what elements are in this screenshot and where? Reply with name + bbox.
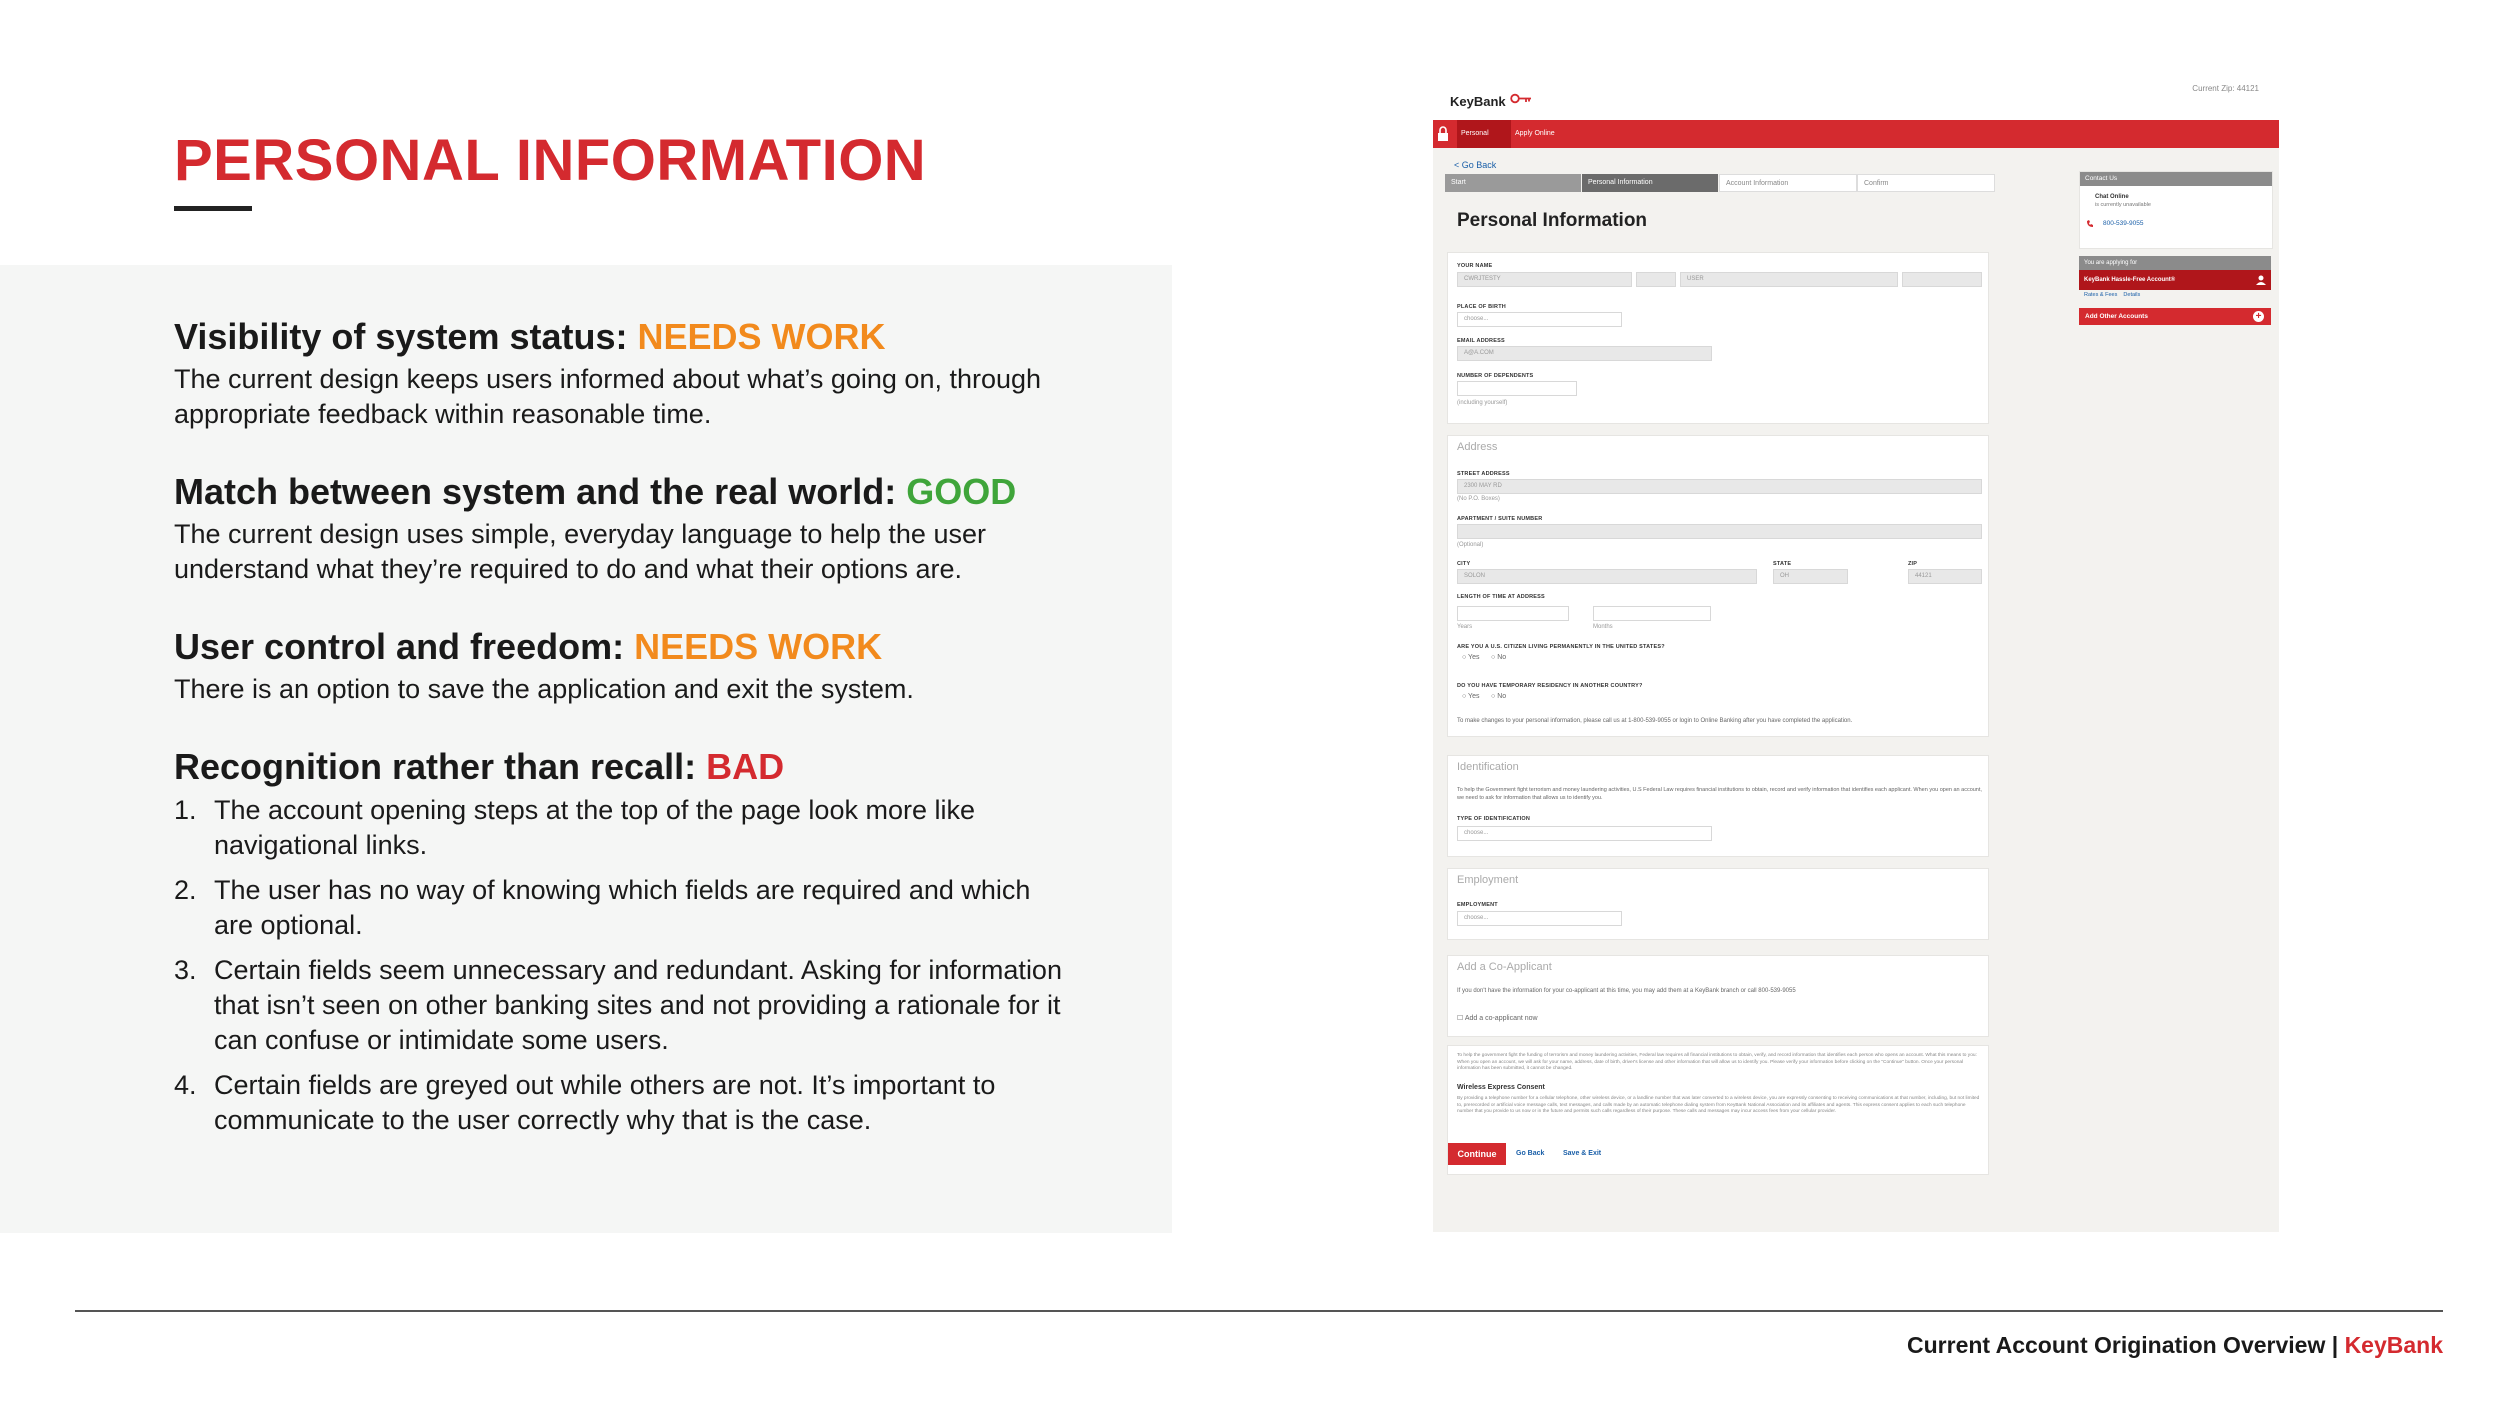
add-other-accounts-button[interactable]: Add Other Accounts (2079, 308, 2271, 325)
co-applicant-card (1447, 955, 1989, 1037)
go-back-link[interactable]: < Go Back (1454, 160, 1497, 170)
keybank-logo[interactable]: KeyBank (1450, 94, 1506, 109)
page-title: Personal Information (1457, 210, 1648, 231)
status-good: GOOD (906, 471, 1017, 512)
footer-brand: KeyBank (2344, 1332, 2443, 1358)
list-item: 4. Certain fields are greyed out while others are not. It’s important to communicate to the user correctly why that is the case. (174, 1070, 996, 1135)
product-links[interactable]: Rates & Fees Details (2084, 292, 2141, 298)
footer-divider (75, 1310, 2443, 1312)
wireless-title: Wireless Express Consent (1457, 1084, 1545, 1091)
co-applicant-section-title: Add a Co-Applicant (1457, 961, 1552, 973)
middle-initial-field[interactable] (1636, 272, 1676, 287)
dependents-label: NUMBER OF DEPENDENTS (1457, 373, 1534, 379)
years-field[interactable] (1457, 606, 1569, 621)
chat-title[interactable]: Chat Online (2095, 194, 2129, 200)
step-account-information[interactable]: Account Information (1719, 174, 1857, 192)
place-of-birth-select[interactable]: choose... (1457, 312, 1622, 327)
lock-icon (1436, 124, 1450, 144)
citizen-yes-radio[interactable]: ○ Yes (1462, 654, 1480, 661)
red-nav-bar (1433, 120, 2279, 148)
site-header (1433, 80, 2279, 120)
id-type-select[interactable]: choose... (1457, 826, 1712, 841)
employment-section-title: Employment (1457, 874, 1519, 886)
footer (1907, 1332, 2443, 1359)
continue-button[interactable]: Continue (1448, 1143, 1506, 1165)
years-hint: Years (1457, 624, 1473, 630)
heuristic-user-control (174, 625, 1074, 707)
zip-field[interactable]: 44121 (1908, 569, 1982, 584)
your-name-label: YOUR NAME (1457, 263, 1493, 269)
phone-icon (2086, 220, 2094, 228)
heuristic-heading: User control and freedom: (174, 626, 635, 667)
key-logo-icon (1510, 93, 1532, 104)
step-confirm[interactable]: Confirm (1857, 174, 1995, 192)
step-personal-information[interactable]: Personal Information (1582, 174, 1719, 192)
apt-label: APARTMENT / SUITE NUMBER (1457, 516, 1543, 522)
contact-card (2079, 171, 2273, 249)
place-of-birth-label: PLACE OF BIRTH (1457, 304, 1506, 310)
zip-label: ZIP (1908, 561, 1918, 567)
save-exit-button[interactable]: Save & Exit (1563, 1150, 1602, 1157)
product-name: KeyBank Hassle-Free Account® (2079, 270, 2271, 290)
heuristic-heading: Match between system and the real world: (174, 471, 907, 512)
list-item: 2. The user has no way of knowing which fields are required and which are optional. (174, 875, 1031, 940)
keybank-screenshot (1433, 80, 2279, 1232)
applying-title: You are applying for (2079, 256, 2271, 270)
heuristic-real-world (174, 470, 1074, 587)
suffix-field[interactable] (1902, 272, 1982, 287)
legal-card (1447, 1045, 1989, 1175)
street-field[interactable]: 2300 MAY RD (1457, 479, 1982, 494)
identification-section-title: Identification (1457, 761, 1519, 773)
dependents-field[interactable] (1457, 381, 1577, 396)
heuristic-body: There is an option to save the application and exit the system. (174, 674, 914, 704)
heuristic-recognition (174, 745, 1074, 1148)
address-card (1447, 435, 1989, 737)
email-label: EMAIL ADDRESS (1457, 338, 1505, 344)
email-field[interactable]: A@A.COM (1457, 346, 1712, 361)
list-item: 1. The account opening steps at the top of the page look more like navigational links. (174, 795, 975, 860)
phone-number[interactable]: 800-539-9055 (2103, 220, 2144, 227)
user-icon (2255, 274, 2267, 286)
city-label: CITY (1457, 561, 1471, 567)
id-type-label: TYPE OF IDENTIFICATION (1457, 816, 1531, 822)
identification-card (1447, 755, 1989, 857)
street-label: STREET ADDRESS (1457, 471, 1510, 477)
length-label: LENGTH OF TIME AT ADDRESS (1457, 594, 1545, 600)
co-applicant-checkbox[interactable]: ☐ Add a co-applicant now (1457, 1015, 1538, 1022)
current-zip: Current Zip: 44121 (2192, 84, 2259, 93)
step-indicator (1445, 174, 1995, 192)
heuristic-body: The current design uses simple, everyday language to help the user understand what they’re required to do and what their options are. (174, 519, 986, 584)
citizen-no-radio[interactable]: ○ No (1491, 654, 1507, 661)
state-label: STATE (1773, 561, 1792, 567)
residency-question: DO YOU HAVE TEMPORARY RESIDENCY IN ANOTHER COUNTRY? (1457, 683, 1643, 689)
co-applicant-text: If you don't have the information for your co-applicant at this time, you may add them at a KeyBank branch or call 800-539-9055 (1457, 988, 1796, 994)
months-field[interactable] (1593, 606, 1711, 621)
employment-card (1447, 868, 1989, 940)
status-bad: BAD (706, 746, 785, 787)
residency-yes-radio[interactable]: ○ Yes (1462, 693, 1480, 700)
legal-text: To help the government fight the funding of terrorism and money laundering activities, Federal law requires all financial institutions to obtain, verify, and record information that identifies each person who opens an account. What this means to you: When you open an account, we will ask for your name, address, date of birth, driver's license and other information that will allow us to identify you. Please verify your information before clicking on the "Continue" button. Once your personal information has been submitted, it cannot be changed. (1457, 1053, 1977, 1071)
chat-status: is currently unavailable (2095, 202, 2151, 208)
wireless-text: By providing a telephone number for a cellular telephone, other wireless device, or a landline number that was later converted to a wireless device, you are expressly consenting to receiving communications at that number, including, but not limited to, prerecorded or artificial voice message calls, text messages, and calls made by an automatic telephone dialing system from KeyBank National Association and its affiliates and agents. This express consent applies to each such telephone number that you provide to us now or in the future and permits such calls regardless of their purpose. These calls and messages may incur access fees from your cellular provider. (1457, 1096, 1980, 1114)
dependents-hint: (including yourself) (1457, 400, 1508, 406)
status-needs-work: NEEDS WORK (634, 626, 883, 667)
slide-title: PERSONAL INFORMATION (174, 128, 927, 193)
heuristics-panel (0, 265, 1172, 1233)
identification-text: To help the Government fight terrorism and money laundering activities, U.S Federal Law requires financial institutions to obtain, record and verify information that identifies each applicant. When you open an account, we need to ask for information that allows us to identify you. (1457, 787, 1982, 801)
contact-title: Contact Us (2080, 172, 2272, 186)
footer-title: Current Account Origination Overview | (1907, 1332, 2345, 1358)
first-name-field[interactable]: CWRJTESTY (1457, 272, 1632, 287)
employment-select[interactable]: choose... (1457, 911, 1622, 926)
apt-hint: (Optional) (1457, 542, 1484, 548)
residency-no-radio[interactable]: ○ No (1491, 693, 1507, 700)
city-field[interactable]: SOLON (1457, 569, 1757, 584)
tab-personal[interactable]: Personal (1457, 120, 1511, 148)
address-section-title: Address (1457, 441, 1498, 453)
heuristic-body: The current design keeps users informed about what’s going on, through appropriate feedback within reasonable time. (174, 364, 1042, 429)
heuristic-visibility (174, 315, 1074, 432)
list-item: 3. Certain fields seem unnecessary and redundant. Asking for information that isn’t seen on other banking sites and not providing a rationale for it can confuse or intimidate some users. (174, 955, 1062, 1055)
step-start[interactable]: Start (1445, 174, 1582, 192)
plus-icon: + (2253, 311, 2264, 322)
state-field[interactable]: OH (1773, 569, 1848, 584)
citizen-question: ARE YOU A U.S. CITIZEN LIVING PERMANENTLY IN THE UNITED STATES? (1457, 644, 1665, 650)
last-name-field[interactable]: USER (1680, 272, 1898, 287)
go-back-button[interactable]: Go Back (1516, 1150, 1545, 1157)
status-needs-work: NEEDS WORK (637, 316, 886, 357)
months-hint: Months (1593, 624, 1613, 630)
issues-list (174, 793, 1074, 1138)
address-note: To make changes to your personal information, please call us at 1-800-539-9055 or login to Online Banking after you have completed the application. (1457, 718, 1853, 724)
tab-apply-online[interactable]: Apply Online (1515, 130, 1555, 137)
street-hint: (No P.O. Boxes) (1457, 496, 1500, 502)
title-underline (174, 206, 252, 211)
heuristic-heading: Visibility of system status: (174, 316, 638, 357)
heuristic-heading: Recognition rather than recall: (174, 746, 707, 787)
personal-card (1447, 252, 1989, 424)
apt-field[interactable] (1457, 524, 1982, 539)
employment-label: EMPLOYMENT (1457, 902, 1498, 908)
